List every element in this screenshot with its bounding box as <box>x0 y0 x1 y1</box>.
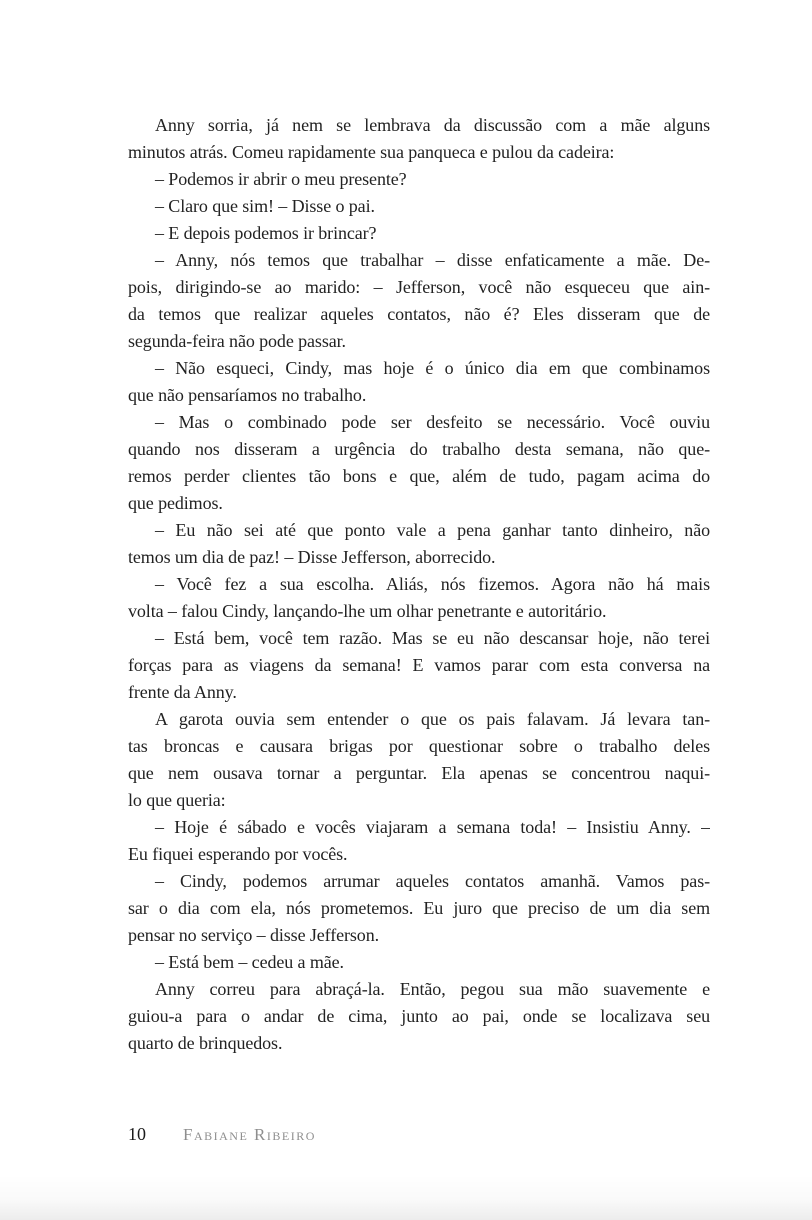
book-footer <box>128 1124 316 1145</box>
text-line: – Eu não sei até que ponto vale a pena ganhar tanto dinheiro, não <box>155 520 710 540</box>
paragraph <box>128 571 710 625</box>
paragraph <box>128 193 710 220</box>
text-line: da temos que realizar aqueles contatos, não é? Eles disseram que de <box>128 304 710 324</box>
text-line: – Podemos ir abrir o meu presente? <box>155 169 407 189</box>
text-line: A garota ouvia sem entender o que os pais falavam. Já levara tan- <box>155 709 710 729</box>
text-line: Eu fiquei esperando por vocês. <box>128 844 348 864</box>
paragraph <box>128 166 710 193</box>
text-line: temos um dia de paz! – Disse Jefferson, aborrecido. <box>128 547 496 567</box>
text-line: que nem ousava tornar a perguntar. Ela apenas se concentrou naqui- <box>128 763 710 783</box>
text-line: – Mas o combinado pode ser desfeito se necessário. Você ouviu <box>155 412 710 432</box>
paragraph <box>128 247 710 355</box>
text-line: – Cindy, podemos arrumar aqueles contatos amanhã. Vamos pas- <box>155 871 710 891</box>
text-line: lo que queria: <box>128 790 226 810</box>
paragraph <box>128 949 710 976</box>
text-line: que pedimos. <box>128 493 223 513</box>
text-line: quarto de brinquedos. <box>128 1033 283 1053</box>
paragraph <box>128 355 710 409</box>
paragraph <box>128 625 710 706</box>
text-line: – Não esqueci, Cindy, mas hoje é o único dia em que combinamos <box>155 358 710 378</box>
paragraph <box>128 517 710 571</box>
paragraph <box>128 868 710 949</box>
text-line: pensar no serviço – disse Jefferson. <box>128 925 380 945</box>
text-line: – Anny, nós temos que trabalhar – disse enfaticamente a mãe. De- <box>155 250 710 270</box>
paragraph <box>128 814 710 868</box>
text-line: – Hoje é sábado e vocês viajaram a semana toda! – Insistiu Anny. – <box>155 817 710 837</box>
text-line: forças para as viagens da semana! E vamos parar com esta conversa na <box>128 655 710 675</box>
text-line: remos perder clientes tão bons e que, além de tudo, pagam acima do <box>128 466 710 486</box>
text-line: – Claro que sim! – Disse o pai. <box>155 196 375 216</box>
footer-author: Fabiane Ribeiro <box>183 1125 316 1144</box>
text-line: volta – falou Cindy, lançando-lhe um olhar penetrante e autoritário. <box>128 601 607 621</box>
text-line: – Está bem, você tem razão. Mas se eu não descansar hoje, não terei <box>155 628 710 648</box>
text-line: que não pensaríamos no trabalho. <box>128 385 367 405</box>
page-edge-shadow <box>0 1174 812 1220</box>
text-line: – Você fez a sua escolha. Aliás, nós fizemos. Agora não há mais <box>155 574 710 594</box>
paragraph <box>128 220 710 247</box>
text-line: pois, dirigindo-se ao marido: – Jefferson, você não esqueceu que ain- <box>128 277 710 297</box>
text-line: quando nos disseram a urgência do trabalho desta semana, não que- <box>128 439 710 459</box>
text-line: segunda-feira não pode passar. <box>128 331 346 351</box>
paragraph <box>128 706 710 814</box>
text-line: – Está bem – cedeu a mãe. <box>155 952 344 972</box>
text-block <box>128 112 710 1057</box>
paragraph <box>128 976 710 1057</box>
text-line: frente da Anny. <box>128 682 237 702</box>
paragraph <box>128 112 710 166</box>
page-number: 10 <box>128 1124 146 1144</box>
paragraph <box>128 409 710 517</box>
text-line: – E depois podemos ir brincar? <box>155 223 377 243</box>
text-line: tas broncas e causara brigas por questionar sobre o trabalho deles <box>128 736 710 756</box>
text-line: Anny correu para abraçá-la. Então, pegou sua mão suavemente e <box>155 979 710 999</box>
text-line: guiou-a para o andar de cima, junto ao pai, onde se localizava seu <box>128 1006 710 1026</box>
text-line: minutos atrás. Comeu rapidamente sua panqueca e pulou da cadeira: <box>128 142 615 162</box>
text-line: Anny sorria, já nem se lembrava da discussão com a mãe alguns <box>155 115 710 135</box>
text-line: sar o dia com ela, nós prometemos. Eu juro que preciso de um dia sem <box>128 898 710 918</box>
